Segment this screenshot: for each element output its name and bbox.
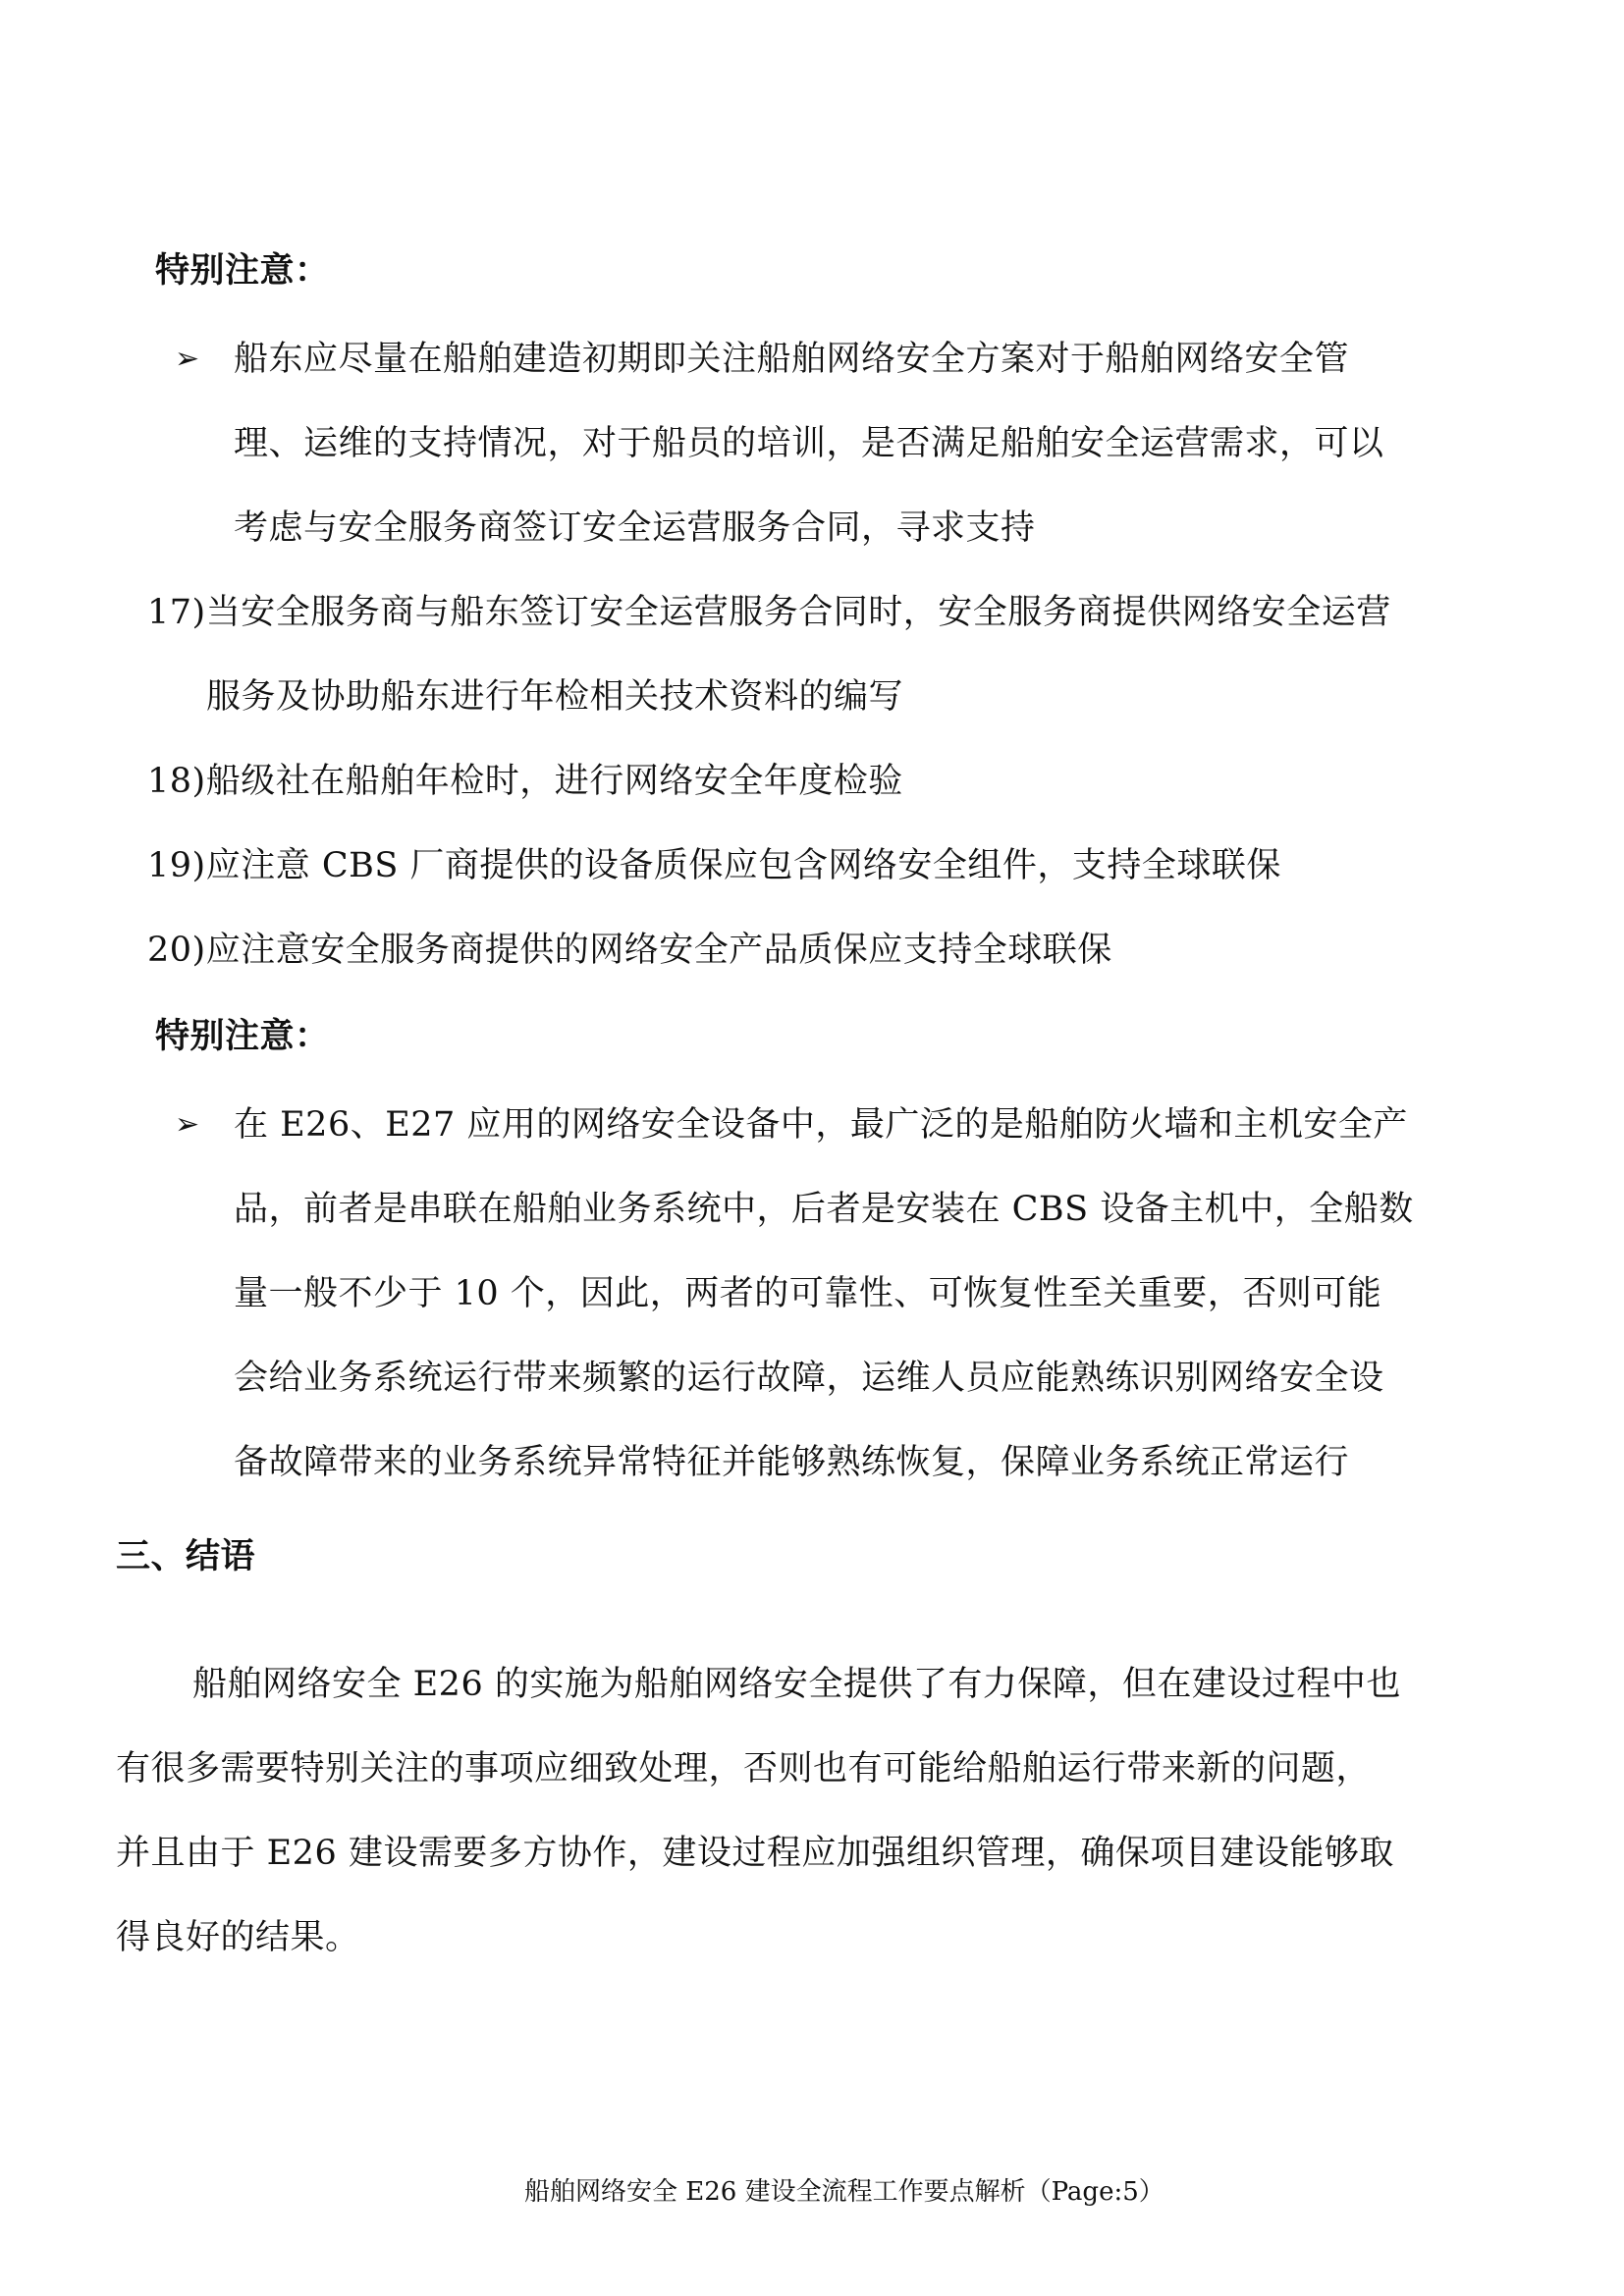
conclusion-line: 有很多需要特别关注的事项应细致处理，否则也有可能给船舶运行带来新的问题，: [116, 1749, 1372, 1789]
arrow-bullet-icon: ➢: [175, 1107, 200, 1142]
note-heading: 特别注意：: [155, 1017, 330, 1056]
list-item: 20)应注意安全服务商提供的网络安全产品质保应支持全球联保: [147, 931, 1112, 970]
conclusion-line: 并且由于 E26 建设需要多方协作，建设过程应加强组织管理，确保项目建设能够取: [116, 1834, 1394, 1873]
note-heading: 特别注意：: [155, 251, 330, 291]
list-item: 17)当安全服务商与船东签订安全运营服务合同时，安全服务商提供网络安全运营: [147, 593, 1391, 632]
bullet-text-line: 备故障带来的业务系统异常特征并能够熟练恢复，保障业务系统正常运行: [234, 1443, 1350, 1482]
arrow-bullet-icon: ➢: [175, 342, 200, 376]
list-item-continuation: 服务及协助船东进行年检相关技术资料的编写: [206, 677, 904, 717]
page-footer: 船舶网络安全 E26 建设全流程工作要点解析（Page:5）: [524, 2177, 1164, 2207]
conclusion-line: 得良好的结果。: [116, 1918, 360, 1957]
bullet-text-line: 会给业务系统运行带来频繁的运行故障，运维人员应能熟练识别网络安全设: [234, 1359, 1384, 1398]
bullet-text-line: 理、运维的支持情况，对于船员的培训，是否满足船舶安全运营需求，可以: [234, 424, 1384, 463]
bullet-text-line: 考虑与安全服务商签订安全运营服务合同，寻求支持: [234, 508, 1036, 548]
section-heading: 三、结语: [116, 1537, 256, 1576]
bullet-text-line: 品，前者是串联在船舶业务系统中，后者是安装在 CBS 设备主机中，全船数: [234, 1190, 1414, 1229]
conclusion-line: 船舶网络安全 E26 的实施为船舶网络安全提供了有力保障，但在建设过程中也: [192, 1665, 1401, 1704]
bullet-text-line: 在 E26、E27 应用的网络安全设备中，最广泛的是船舶防火墙和主机安全产: [234, 1105, 1408, 1145]
bullet-text-line: 船东应尽量在船舶建造初期即关注船舶网络安全方案对于船舶网络安全管: [234, 340, 1350, 379]
bullet-text-line: 量一般不少于 10 个，因此，两者的可靠性、可恢复性至关重要，否则可能: [234, 1274, 1382, 1313]
list-item: 19)应注意 CBS 厂商提供的设备质保应包含网络安全组件，支持全球联保: [147, 846, 1281, 885]
list-item: 18)船级社在船舶年检时，进行网络安全年度检验: [147, 762, 903, 801]
